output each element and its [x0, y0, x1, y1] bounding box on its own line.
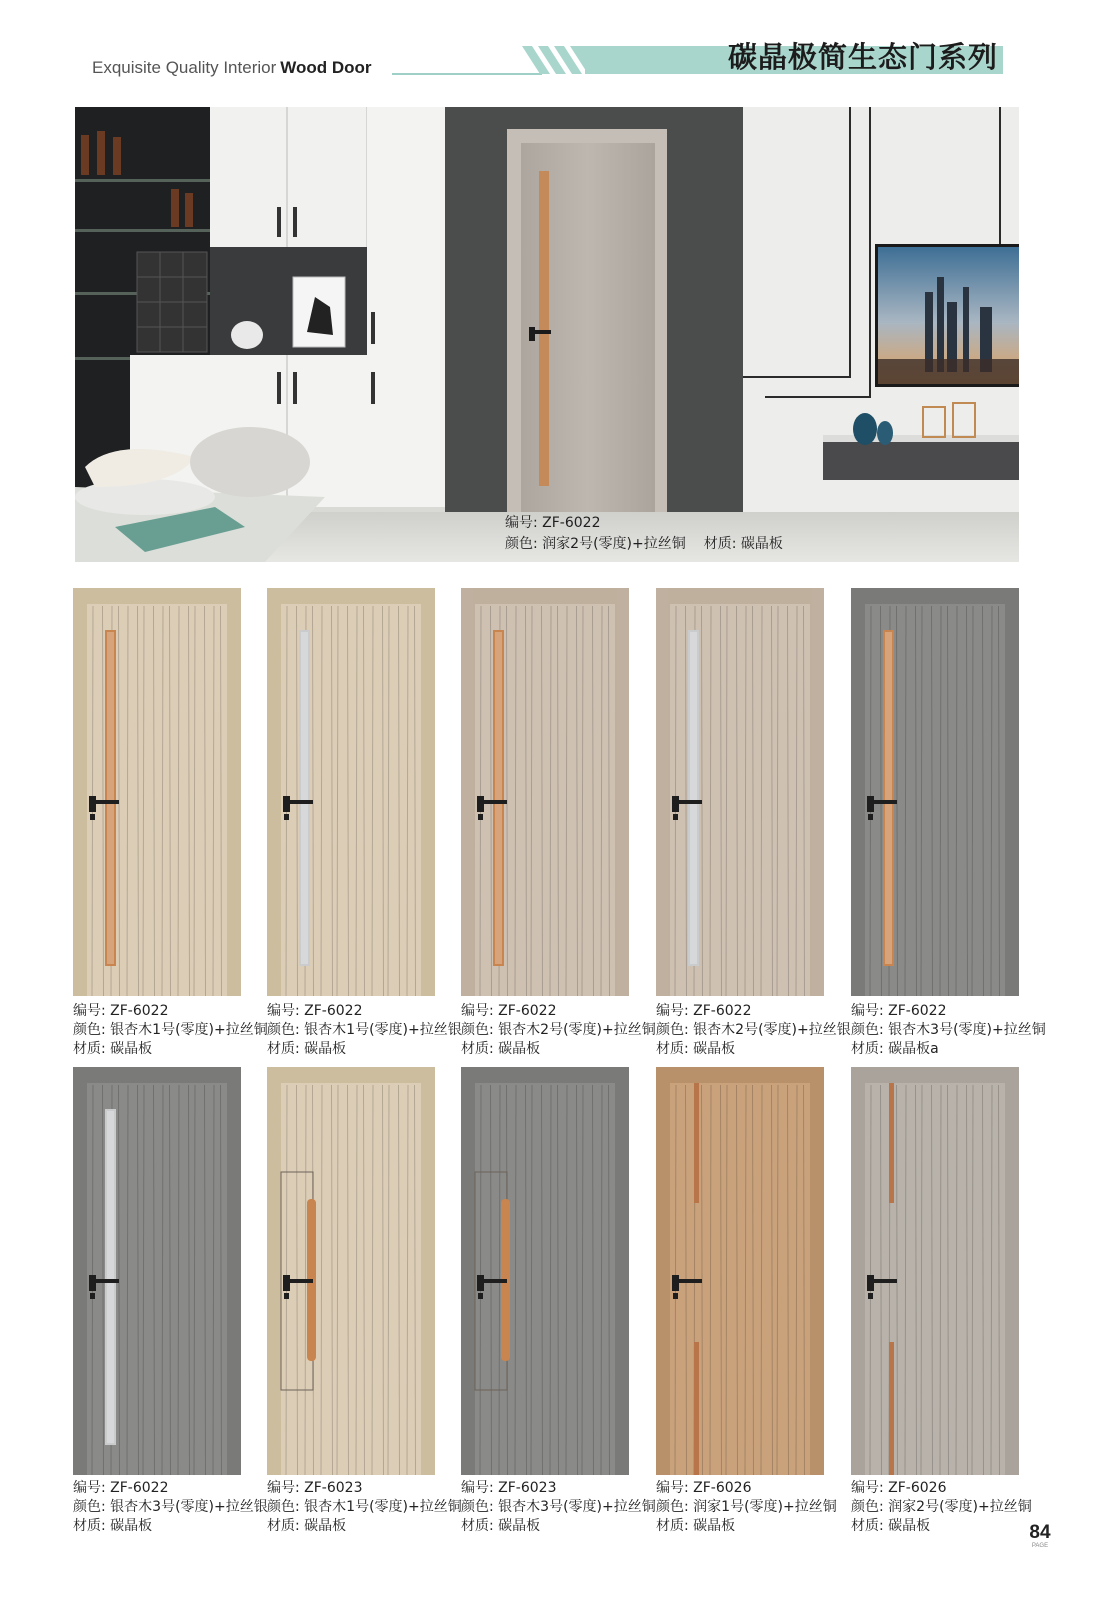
door-code: 编号: ZF-6023 — [461, 1480, 557, 1496]
door-caption — [461, 1479, 656, 1536]
door-illustration — [851, 1067, 1021, 1477]
door-keyhole — [284, 1293, 289, 1299]
door-frame-left — [73, 1067, 85, 1475]
door-rose — [477, 1275, 484, 1291]
door-material: 材质: 碳晶板 — [267, 1518, 347, 1534]
door-keyhole — [90, 814, 95, 820]
door-caption — [461, 1002, 656, 1059]
door-illustration — [267, 588, 437, 998]
door-keyhole — [478, 814, 483, 820]
door-illustration — [656, 1067, 826, 1477]
door-illustration — [461, 1067, 631, 1477]
door-frame-right — [229, 1067, 241, 1475]
door-frame-left — [656, 1067, 668, 1475]
hero-caption — [505, 513, 783, 555]
door-illustration — [851, 588, 1021, 998]
door-illustration — [461, 588, 631, 998]
door-material: 材质: 碳晶板 — [656, 1041, 736, 1057]
door-keyhole — [673, 814, 678, 820]
door-material: 材质: 碳晶板 — [656, 1518, 736, 1534]
door-frame-left — [461, 1067, 473, 1475]
page-title: 碳晶极简生态门系列 — [727, 40, 998, 74]
door-frame-right — [1007, 1067, 1019, 1475]
door-code: 编号: ZF-6026 — [656, 1480, 752, 1496]
door-color: 颜色: 润家1号(零度)+拉丝铜 — [656, 1499, 837, 1515]
door-color: 颜色: 银杏木3号(零度)+拉丝铜 — [851, 1022, 1046, 1038]
door-frame-right — [423, 588, 435, 996]
strip-highlight — [107, 1111, 114, 1443]
page-word: PAGE — [1031, 1543, 1049, 1549]
subtitle-regular: Exquisite Quality Interior — [92, 58, 277, 77]
door-material: 材质: 碳晶板a — [851, 1041, 939, 1057]
door-frame-left — [851, 1067, 863, 1475]
door-code: 编号: ZF-6022 — [73, 1480, 169, 1496]
door-frame-right — [1007, 588, 1019, 996]
door-color: 颜色: 银杏木3号(零度)+拉丝银 — [73, 1499, 268, 1515]
strip-highlight — [107, 632, 114, 964]
door-keyhole — [90, 1293, 95, 1299]
door-rose — [867, 796, 874, 812]
hero-code: 编号: ZF-6022 — [505, 515, 601, 531]
strip-highlight — [495, 632, 502, 964]
door-caption — [656, 1002, 851, 1059]
hero-color: 颜色: 润家2号(零度)+拉丝铜 — [505, 536, 686, 552]
metal-strip-top — [889, 1083, 894, 1203]
door-caption — [267, 1479, 462, 1536]
door-color: 颜色: 银杏木1号(零度)+拉丝银 — [267, 1022, 462, 1038]
strip-highlight — [885, 632, 892, 964]
page-number: 84 — [1029, 1522, 1051, 1543]
door-rose — [672, 796, 679, 812]
door-keyhole — [868, 814, 873, 820]
door-caption — [851, 1002, 1046, 1059]
door-frame-left — [73, 588, 85, 996]
door-illustration — [656, 588, 826, 998]
strip-highlight — [301, 632, 308, 964]
door-code: 编号: ZF-6026 — [851, 1480, 947, 1496]
door-frame-left — [851, 588, 863, 996]
hero-scene — [75, 107, 1019, 562]
hero-material: 材质: 碳晶板 — [703, 536, 783, 552]
door-caption — [267, 1002, 462, 1059]
door-rose — [672, 1275, 679, 1291]
door-keyhole — [478, 1293, 483, 1299]
door-material: 材质: 碳晶板 — [851, 1518, 931, 1534]
door-rose — [283, 796, 290, 812]
door-rose — [89, 1275, 96, 1291]
door-caption — [656, 1479, 837, 1536]
door-frame-left — [461, 588, 473, 996]
door-code: 编号: ZF-6022 — [851, 1003, 947, 1019]
door-code: 编号: ZF-6022 — [267, 1003, 363, 1019]
door-color: 颜色: 银杏木2号(零度)+拉丝银 — [656, 1022, 851, 1038]
door-illustration — [267, 1067, 437, 1477]
door-rose — [477, 796, 484, 812]
door-keyhole — [868, 1293, 873, 1299]
door-illustration — [73, 588, 243, 998]
door-frame-right — [812, 588, 824, 996]
door-keyhole — [673, 1293, 678, 1299]
header-subtitle — [92, 58, 372, 78]
door-code: 编号: ZF-6022 — [461, 1003, 557, 1019]
subtitle-bold: Wood Door — [280, 58, 372, 77]
door-material: 材质: 碳晶板 — [461, 1518, 541, 1534]
door-color: 颜色: 银杏木2号(零度)+拉丝铜 — [461, 1022, 656, 1038]
header-stripes-decoration — [522, 46, 592, 74]
header-rule — [392, 73, 542, 75]
door-material: 材质: 碳晶板 — [461, 1041, 541, 1057]
door-caption — [851, 1479, 1032, 1536]
metal-strip-bottom — [889, 1342, 894, 1475]
door-frame-right — [229, 588, 241, 996]
hero-illustration — [75, 107, 1019, 562]
door-material: 材质: 碳晶板 — [73, 1518, 153, 1534]
door-material: 材质: 碳晶板 — [73, 1041, 153, 1057]
door-color: 颜色: 银杏木1号(零度)+拉丝铜 — [73, 1022, 268, 1038]
door-frame-left — [656, 588, 668, 996]
door-frame-left — [267, 1067, 279, 1475]
metal-strip-top — [694, 1083, 699, 1203]
door-color: 颜色: 银杏木1号(零度)+拉丝铜 — [267, 1499, 462, 1515]
door-color: 颜色: 润家2号(零度)+拉丝铜 — [851, 1499, 1032, 1515]
hero-spec-row — [505, 534, 783, 555]
door-caption — [73, 1002, 268, 1059]
strip-highlight — [690, 632, 697, 964]
door-code: 编号: ZF-6023 — [267, 1480, 363, 1496]
door-frame-left — [267, 588, 279, 996]
door-code: 编号: ZF-6022 — [656, 1003, 752, 1019]
door-keyhole — [284, 814, 289, 820]
door-color: 颜色: 银杏木3号(零度)+拉丝铜 — [461, 1499, 656, 1515]
door-rose — [89, 796, 96, 812]
door-caption — [73, 1479, 268, 1536]
door-code: 编号: ZF-6022 — [73, 1003, 169, 1019]
door-illustration — [73, 1067, 243, 1477]
door-rose — [867, 1275, 874, 1291]
metal-strip-bottom — [694, 1342, 699, 1475]
door-frame-right — [812, 1067, 824, 1475]
door-frame-right — [617, 588, 629, 996]
door-frame-right — [617, 1067, 629, 1475]
door-rose — [283, 1275, 290, 1291]
door-material: 材质: 碳晶板 — [267, 1041, 347, 1057]
door-frame-right — [423, 1067, 435, 1475]
